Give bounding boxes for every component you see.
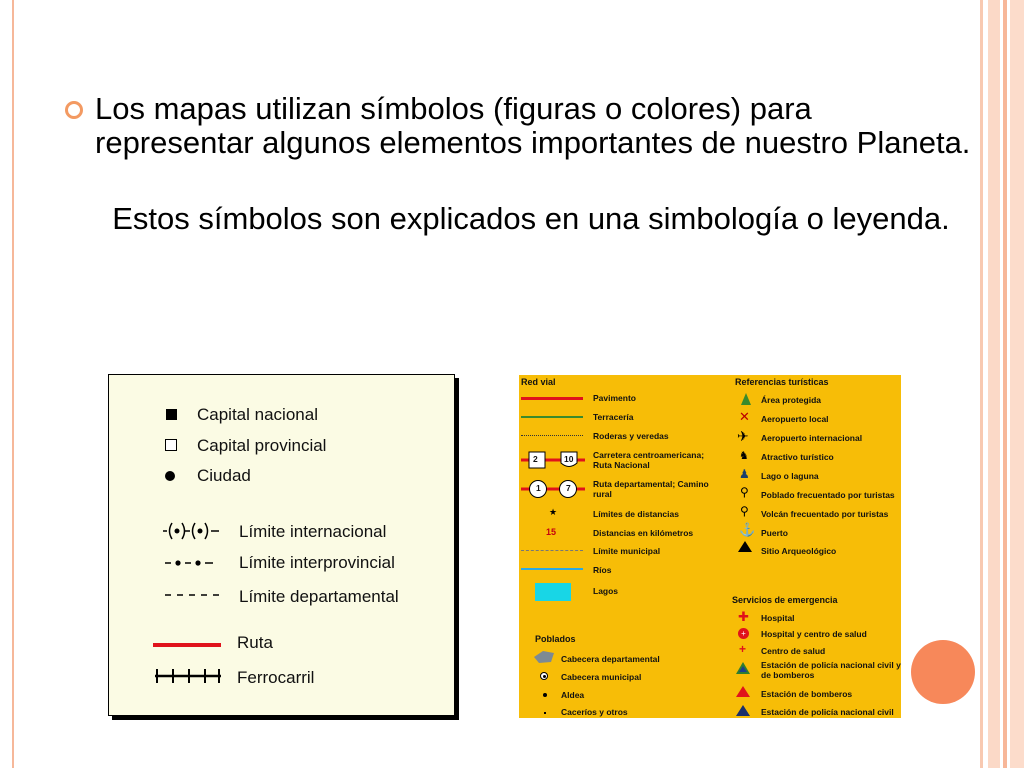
legend-label: Área protegida [761,395,821,405]
airport-local-icon: ✕ [739,409,750,424]
capital-nacional-icon [166,409,177,420]
legend-label: Lagos [593,586,619,596]
ferrocarril-icon [153,667,225,685]
airplane-icon: ✈ [737,428,749,444]
health-center-icon: + [739,642,747,656]
caserio-icon [544,712,546,714]
limite-municipal-line-icon [521,550,583,551]
legend-label: Ríos [593,565,612,575]
pyramid-icon [738,541,752,552]
distance-number: 15 [546,527,557,537]
aldea-icon [543,693,547,697]
legend-label: Ciudad [197,466,251,485]
terraceria-line-icon [521,416,583,418]
ruta-departamental-icon [521,478,585,500]
capital-provincial-icon [165,439,177,451]
legend-label: Lago o laguna [761,471,819,481]
legend-label: Límite internacional [239,522,387,541]
legend-label: Estación de policía nacional civil y de bomberos [761,660,901,680]
legend-label: Estación de policía nacional civil [761,707,894,717]
legend-label: Estación de bomberos [761,689,853,699]
route-number: 1 [536,483,541,493]
legend-label: Límites de distancias [593,509,679,519]
legend-label: Límite departamental [239,587,399,606]
legend-label: Roderas y veredas [593,431,669,441]
legend-label: Poblado frecuentado por turistas [761,490,895,500]
legend-label: Límite interprovincial [239,553,395,572]
attraction-icon: ♞ [739,450,749,462]
hiker-icon: ⚲ [740,485,749,499]
decorative-circle [911,640,975,704]
legend-label: Ferrocarril [237,668,315,687]
poblados-title: Poblados [535,634,576,644]
cabecera-municipal-icon [540,672,548,680]
legend-left [108,374,455,716]
route-number: 7 [566,483,571,493]
lake-icon: ♟ [739,467,750,481]
limite-internacional-icon [163,520,225,542]
legend-label: Caceríos y otros [561,707,628,717]
hospital-icon: ✚ [738,609,749,624]
emergencia-title: Servicios de emergencia [732,595,838,605]
legend-label: Carretera centroamericana; Ruta Nacional [593,450,705,470]
legend-label: Atractivo turístico [761,452,834,462]
carretera-nacional-icon [521,449,585,471]
legend-label: Volcán frecuentado por turistas [761,509,889,519]
red-vial-title: Red vial [521,377,556,387]
limite-departamental-icon [163,590,225,600]
legend-label: Centro de salud [761,646,826,656]
legend-label: Hospital y centro de salud [761,629,867,639]
legend-label: Capital nacional [197,405,318,424]
turisticas-title: Referencias turísticas [735,377,829,387]
frame-right-band [980,0,1024,768]
legend-label: Ruta departamental; Camino rural [593,479,709,499]
legend-label: Hospital [761,613,795,623]
legend-right [519,375,901,718]
police-station-icon [736,705,750,716]
bullet-icon [65,101,83,119]
anchor-icon: ⚓ [739,522,756,537]
pavimento-line-icon [521,397,583,400]
legend-label: Cabecera departamental [561,654,660,664]
rios-line-icon [521,568,583,570]
cabecera-departamental-icon [533,650,555,664]
legend-label: Ruta [237,633,273,652]
legend-label: Límite municipal [593,546,661,556]
legend-label: Pavimento [593,393,636,403]
paragraph-maps-symbols: Los mapas utilizan símbolos (figuras o colores) para representar algunos elementos importantes de nuestro Planeta. [95,91,971,160]
legend-label: Aeropuerto internacional [761,433,863,443]
legend-label: Distancias en kilómetros [593,528,694,538]
roderas-line-icon [521,435,583,436]
frame-left-line [12,0,14,768]
legend-label: Puerto [761,528,788,538]
legend-label: Terracería [593,412,634,422]
legend-label: Sitio Arqueológico [761,546,837,556]
legend-label: Aldea [561,690,585,700]
police-fire-icon [736,662,750,674]
legend-label: Capital provincial [197,436,327,455]
hospital-health-icon: + [738,628,749,639]
fire-station-icon [736,686,750,697]
star-icon: ★ [549,507,558,517]
ruta-line-icon [153,643,221,647]
tree-icon [741,393,751,405]
slide-body [95,92,975,236]
legend-label: Cabecera municipal [561,672,642,682]
ciudad-icon [165,471,175,481]
paragraph-legend: Estos símbolos son explicados en una simbología o leyenda. [95,201,950,236]
legend-label: Aeropuerto local [761,414,829,424]
lagos-icon [535,583,571,601]
route-number: 2 [533,454,538,464]
route-number: 10 [564,454,574,464]
limite-interprovincial-icon [163,555,225,569]
volcano-hiker-icon: ⚲ [740,504,749,518]
